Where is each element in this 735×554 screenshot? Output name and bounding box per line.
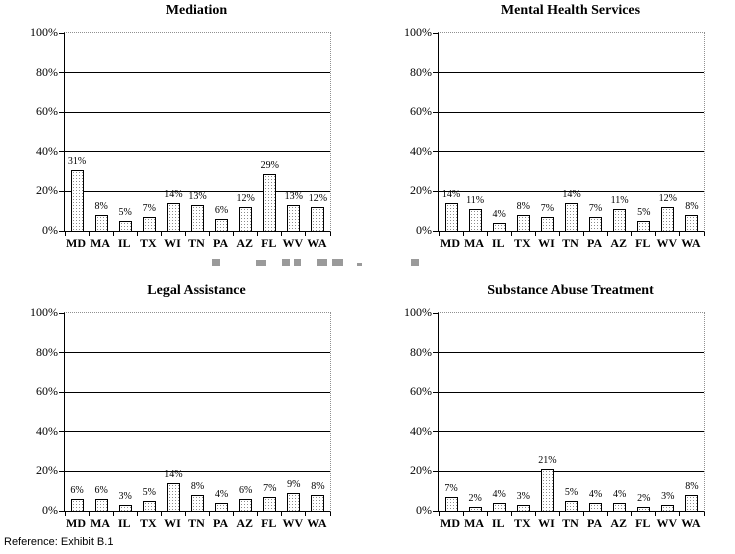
bar-value-label: 13%: [284, 191, 304, 203]
watermark-fragment: [282, 259, 290, 266]
bar-value-label: 12%: [308, 193, 328, 205]
y-tick-mark: [433, 431, 438, 432]
bar-value-label: 11%: [466, 195, 485, 207]
y-tick-mark: [433, 72, 438, 73]
y-tick-mark: [433, 471, 438, 472]
y-tick-mark: [59, 392, 64, 393]
y-tick-label: 20%: [410, 463, 432, 478]
y-tick-label: 80%: [36, 344, 58, 359]
watermark-fragment: [357, 263, 362, 266]
chart-title: Mediation: [165, 3, 228, 18]
y-tick-label: 20%: [36, 463, 58, 478]
y-tick-label: 40%: [36, 143, 58, 158]
bar-tx: [143, 217, 156, 231]
bar-value-label: 9%: [287, 479, 301, 491]
bar-value-label: 5%: [118, 207, 132, 219]
chart-title: Legal Assistance: [147, 283, 246, 298]
watermark-fragment: [317, 259, 327, 266]
bar-value-label: 6%: [94, 485, 108, 497]
x-category-label: TX: [139, 516, 157, 530]
bar-value-label: 8%: [311, 481, 325, 493]
x-category-label: IL: [491, 236, 505, 250]
y-tick-label: 80%: [36, 64, 58, 79]
y-tick-label: 100%: [30, 25, 58, 39]
x-category-label: IL: [117, 516, 131, 530]
x-category-label: PA: [213, 236, 229, 250]
x-category-label: WV: [282, 516, 304, 530]
x-category-label: WI: [164, 516, 181, 530]
bar-value-label: 14%: [164, 189, 183, 201]
y-tick-label: 0%: [42, 223, 58, 237]
y-tick-label: 60%: [410, 384, 432, 399]
y-tick-label: 0%: [416, 503, 432, 517]
y-tick-label: 100%: [30, 305, 58, 319]
bar-value-label: 4%: [492, 489, 506, 501]
x-category-label: TN: [188, 236, 205, 250]
bar-value-label: 13%: [188, 191, 207, 203]
x-category-label: WI: [538, 236, 555, 250]
bar-pa: [589, 503, 602, 511]
bar-il: [493, 223, 506, 231]
y-tick-label: 80%: [410, 64, 432, 79]
bar-pa: [215, 503, 228, 511]
y-tick-mark: [59, 511, 64, 512]
bar-wv: [661, 207, 674, 231]
bar-wa: [311, 495, 324, 511]
bar-value-label: 31%: [67, 155, 87, 167]
bar-value-label: 14%: [562, 189, 581, 201]
watermark-fragment: [411, 259, 419, 266]
x-category-label: TX: [139, 236, 157, 250]
bar-md: [71, 499, 84, 511]
x-category-label: WV: [656, 236, 678, 250]
bar-ma: [469, 507, 482, 511]
plot-area: [438, 32, 705, 232]
chart-mental-health-services: [374, 0, 735, 277]
y-tick-label: 100%: [404, 25, 432, 39]
x-category-label: PA: [587, 516, 603, 530]
bar-value-label: 2%: [468, 493, 482, 505]
x-category-label: WA: [307, 516, 327, 530]
x-category-label: WV: [656, 516, 678, 530]
x-category-label: AZ: [610, 236, 627, 250]
bar-tn: [565, 203, 578, 231]
y-tick-mark: [433, 112, 438, 113]
y-tick-label: 100%: [404, 305, 432, 319]
plot-area: [64, 312, 331, 512]
bar-value-label: 4%: [588, 489, 603, 501]
x-category-label: AZ: [610, 516, 627, 530]
bar-ma: [469, 209, 482, 231]
y-tick-label: 60%: [36, 384, 58, 399]
bar-value-label: 6%: [238, 485, 253, 497]
bar-value-label: 4%: [492, 209, 506, 221]
bar-value-label: 21%: [538, 455, 557, 467]
y-tick-mark: [433, 313, 438, 314]
y-tick-mark: [433, 231, 438, 232]
y-axis-labels: [374, 305, 432, 517]
x-category-label: MA: [464, 516, 485, 530]
y-tick-label: 20%: [410, 183, 432, 198]
x-axis-labels: [64, 516, 331, 532]
gridline: [65, 72, 330, 73]
x-category-label: PA: [213, 516, 229, 530]
x-axis-labels: [438, 236, 705, 252]
bar-value-label: 2%: [637, 493, 651, 505]
gridline: [65, 352, 330, 353]
y-tick-mark: [433, 151, 438, 152]
bar-value-label: 8%: [685, 481, 699, 493]
y-tick-label: 40%: [410, 143, 432, 158]
bar-wi: [541, 469, 554, 511]
x-category-label: WA: [681, 516, 701, 530]
bar-az: [239, 207, 252, 231]
x-category-label: AZ: [236, 236, 253, 250]
chart-title: Mental Health Services: [500, 3, 641, 18]
y-tick-label: 40%: [36, 423, 58, 438]
x-category-label: MD: [440, 516, 461, 530]
y-tick-mark: [433, 511, 438, 512]
bar-az: [239, 499, 252, 511]
bar-wa: [311, 207, 324, 231]
bar-value-label: 7%: [263, 483, 277, 495]
y-tick-label: 0%: [42, 503, 58, 517]
bar-value-label: 5%: [637, 207, 651, 219]
x-category-label: WV: [282, 236, 304, 250]
y-tick-label: 60%: [36, 104, 58, 119]
bar-il: [119, 221, 132, 231]
x-category-label: WA: [681, 236, 701, 250]
bar-value-label: 4%: [612, 489, 627, 501]
bar-value-label: 7%: [588, 203, 603, 215]
bar-tn: [191, 495, 204, 511]
watermark-fragment: [294, 259, 301, 266]
y-tick-mark: [433, 352, 438, 353]
gridline: [439, 352, 704, 353]
chart-mediation: [0, 0, 367, 277]
x-category-label: TN: [562, 236, 579, 250]
bar-value-label: 14%: [164, 469, 183, 481]
y-tick-mark: [59, 231, 64, 232]
x-category-label: TN: [188, 516, 205, 530]
gridline: [439, 471, 704, 472]
chart-legal-assistance: [0, 280, 367, 554]
gridline: [65, 431, 330, 432]
bar-wv: [661, 505, 674, 511]
bar-wi: [167, 483, 180, 511]
bar-value-label: 7%: [142, 203, 156, 215]
watermark-fragment: [332, 259, 343, 266]
x-category-label: MA: [90, 236, 111, 250]
bar-tn: [191, 205, 204, 231]
y-tick-label: 80%: [410, 344, 432, 359]
x-category-label: PA: [587, 236, 603, 250]
gridline: [65, 392, 330, 393]
bar-fl: [263, 497, 276, 511]
bar-tx: [517, 215, 530, 231]
x-category-label: FL: [635, 236, 651, 250]
gridline: [439, 151, 704, 152]
bar-md: [445, 203, 458, 231]
watermark-fragment: [212, 259, 220, 266]
bar-ma: [95, 215, 108, 231]
y-tick-label: 60%: [410, 104, 432, 119]
bar-il: [119, 505, 132, 511]
y-tick-mark: [59, 151, 64, 152]
plot-area: [64, 32, 331, 232]
y-tick-mark: [59, 313, 64, 314]
x-category-label: TX: [513, 236, 531, 250]
x-category-label: FL: [261, 236, 277, 250]
bar-value-label: 3%: [661, 491, 675, 503]
gridline: [439, 72, 704, 73]
bar-il: [493, 503, 506, 511]
bar-value-label: 12%: [658, 193, 678, 205]
bar-value-label: 11%: [610, 195, 629, 207]
gridline: [439, 112, 704, 113]
y-axis-labels: [374, 25, 432, 237]
y-tick-mark: [433, 392, 438, 393]
x-category-label: TX: [513, 516, 531, 530]
y-tick-mark: [59, 471, 64, 472]
bar-az: [613, 503, 626, 511]
x-category-label: MD: [66, 516, 87, 530]
bar-wi: [541, 217, 554, 231]
bar-value-label: 5%: [142, 487, 156, 499]
y-axis-labels: [0, 25, 58, 237]
y-tick-mark: [59, 431, 64, 432]
x-axis-labels: [64, 236, 331, 252]
bar-az: [613, 209, 626, 231]
bar-value-label: 4%: [214, 489, 229, 501]
watermark-fragment: [256, 260, 266, 266]
bar-value-label: 8%: [516, 201, 530, 213]
y-tick-mark: [59, 72, 64, 73]
bar-value-label: 6%: [214, 205, 229, 217]
bar-value-label: 8%: [94, 201, 108, 213]
x-category-label: FL: [635, 516, 651, 530]
bar-fl: [263, 174, 276, 231]
gridline: [65, 471, 330, 472]
bar-fl: [637, 507, 650, 511]
x-category-label: IL: [491, 516, 505, 530]
bar-wa: [685, 495, 698, 511]
x-category-label: AZ: [236, 516, 253, 530]
y-tick-label: 0%: [416, 223, 432, 237]
bar-tx: [517, 505, 530, 511]
bar-pa: [589, 217, 602, 231]
x-category-label: TN: [562, 516, 579, 530]
y-tick-label: 20%: [36, 183, 58, 198]
y-tick-mark: [59, 191, 64, 192]
bar-value-label: 12%: [236, 193, 255, 205]
reference-label: Reference: Exhibit B.1: [4, 536, 114, 548]
bar-value-label: 6%: [70, 485, 84, 497]
gridline: [439, 392, 704, 393]
gridline: [65, 112, 330, 113]
bar-tn: [565, 501, 578, 511]
x-category-label: MA: [90, 516, 111, 530]
bar-value-label: 8%: [190, 481, 205, 493]
x-category-label: MA: [464, 236, 485, 250]
x-category-label: WA: [307, 236, 327, 250]
bar-value-label: 3%: [516, 491, 530, 503]
bar-tx: [143, 501, 156, 511]
y-tick-label: 40%: [410, 423, 432, 438]
chart-substance-abuse-treatment: [374, 280, 735, 554]
bar-md: [445, 497, 458, 511]
bar-pa: [215, 219, 228, 231]
bar-value-label: 5%: [564, 487, 579, 499]
bar-wv: [287, 493, 300, 511]
bar-fl: [637, 221, 650, 231]
x-category-label: IL: [117, 236, 131, 250]
gridline: [65, 151, 330, 152]
bar-value-label: 29%: [260, 159, 279, 171]
y-tick-mark: [59, 33, 64, 34]
bar-value-label: 3%: [118, 491, 132, 503]
gridline: [439, 431, 704, 432]
bar-ma: [95, 499, 108, 511]
x-category-label: WI: [538, 516, 555, 530]
y-axis-labels: [0, 305, 58, 517]
y-tick-mark: [433, 33, 438, 34]
x-category-label: WI: [164, 236, 181, 250]
bar-value-label: 8%: [685, 201, 699, 213]
plot-area: [438, 312, 705, 512]
bar-value-label: 7%: [540, 203, 555, 215]
x-category-label: MD: [440, 236, 461, 250]
y-tick-mark: [59, 112, 64, 113]
bar-wa: [685, 215, 698, 231]
x-category-label: FL: [261, 516, 277, 530]
bar-wi: [167, 203, 180, 231]
x-category-label: MD: [66, 236, 87, 250]
bar-wv: [287, 205, 300, 231]
y-tick-mark: [59, 352, 64, 353]
bar-value-label: 14%: [441, 189, 461, 201]
bar-md: [71, 170, 84, 231]
chart-title: Substance Abuse Treatment: [487, 283, 654, 298]
bar-value-label: 7%: [444, 483, 458, 495]
x-axis-labels: [438, 516, 705, 532]
